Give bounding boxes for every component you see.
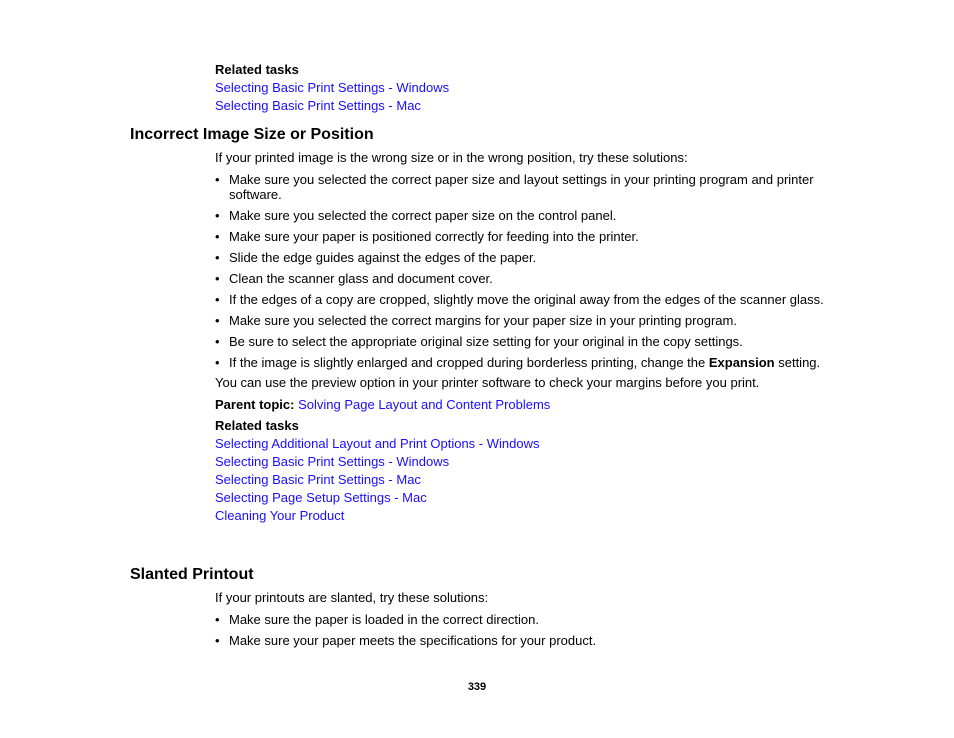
list-item <box>215 633 835 648</box>
list-item <box>215 355 835 370</box>
list-item-text: Make sure you selected the correct margins for your paper size in your printing program. <box>229 313 737 328</box>
list-item-text: Make sure you selected the correct paper size and layout settings in your printing program and printer software. <box>229 172 814 202</box>
list-item-text: If the image is slightly enlarged and cropped during borderless printing, change the <box>229 355 709 370</box>
link-additional-layout-windows[interactable]: Selecting Additional Layout and Print Options - Windows <box>215 436 540 451</box>
top-related-tasks <box>215 61 835 115</box>
list-item <box>215 334 835 349</box>
list-item-text: Slide the edge guides against the edges of the paper. <box>229 250 537 265</box>
list-item-text: Make sure you selected the correct paper size on the control panel. <box>229 208 617 223</box>
list-item <box>215 229 835 244</box>
section2-bullet-list <box>215 612 835 648</box>
parent-topic-label: Parent topic: <box>215 397 295 412</box>
list-item <box>215 271 835 286</box>
link-cleaning-product[interactable]: Cleaning Your Product <box>215 508 345 523</box>
bullet-icon: • <box>215 250 220 265</box>
list-item <box>215 208 835 223</box>
link-basic-print-windows[interactable]: Selecting Basic Print Settings - Windows <box>215 80 450 95</box>
link-basic-print-mac[interactable]: Selecting Basic Print Settings - Mac <box>215 472 421 487</box>
related-tasks-label: Related tasks <box>215 62 299 77</box>
bullet-icon: • <box>215 313 220 328</box>
link-solving-page-layout[interactable]: Solving Page Layout and Content Problems <box>298 397 551 412</box>
page-number: 339 <box>467 681 487 693</box>
bullet-icon: • <box>215 633 220 648</box>
section2-intro: If your printouts are slanted, try these solutions: <box>215 590 489 605</box>
link-page-setup-mac[interactable]: Selecting Page Setup Settings - Mac <box>215 490 427 505</box>
list-item <box>215 612 835 627</box>
list-item-text: Make sure your paper meets the specifications for your product. <box>229 633 597 648</box>
bullet-icon: • <box>215 355 220 370</box>
section-heading-incorrect-image-size: Incorrect Image Size or Position <box>130 126 374 143</box>
related-tasks-label: Related tasks <box>215 418 299 433</box>
section1-body <box>215 150 835 525</box>
section2-body <box>215 590 835 654</box>
section1-bullet-list <box>215 172 835 370</box>
list-item <box>215 313 835 328</box>
bullet-icon: • <box>215 271 220 286</box>
list-item <box>215 172 835 202</box>
expansion-setting-name: Expansion <box>708 355 775 370</box>
bullet-icon: • <box>215 612 220 627</box>
bullet-icon: • <box>215 208 220 223</box>
list-item-text-end: setting. <box>774 355 821 370</box>
list-item-text: Clean the scanner glass and document cover. <box>229 271 493 286</box>
link-basic-print-mac[interactable]: Selecting Basic Print Settings - Mac <box>215 98 421 113</box>
section1-intro: If your printed image is the wrong size or in the wrong position, try these solutions: <box>215 150 688 165</box>
bullet-icon: • <box>215 334 220 349</box>
bullet-icon: • <box>215 172 220 187</box>
list-item-text: Make sure your paper is positioned correctly for feeding into the printer. <box>229 229 639 244</box>
list-item-text: Be sure to select the appropriate original size setting for your original in the copy settings. <box>229 334 743 349</box>
bullet-icon: • <box>215 229 220 244</box>
list-item-text: Make sure the paper is loaded in the correct direction. <box>229 612 540 627</box>
section1-note: You can use the preview option in your printer software to check your margins before you print. <box>215 375 760 390</box>
bullet-icon: • <box>215 292 220 307</box>
section-heading-slanted-printout: Slanted Printout <box>130 566 254 583</box>
list-item <box>215 250 835 265</box>
link-basic-print-windows[interactable]: Selecting Basic Print Settings - Windows <box>215 454 450 469</box>
parent-topic <box>215 397 835 413</box>
list-item <box>215 292 835 307</box>
list-item-text: If the edges of a copy are cropped, slightly move the original away from the edges of the scanner glass. <box>229 292 824 307</box>
